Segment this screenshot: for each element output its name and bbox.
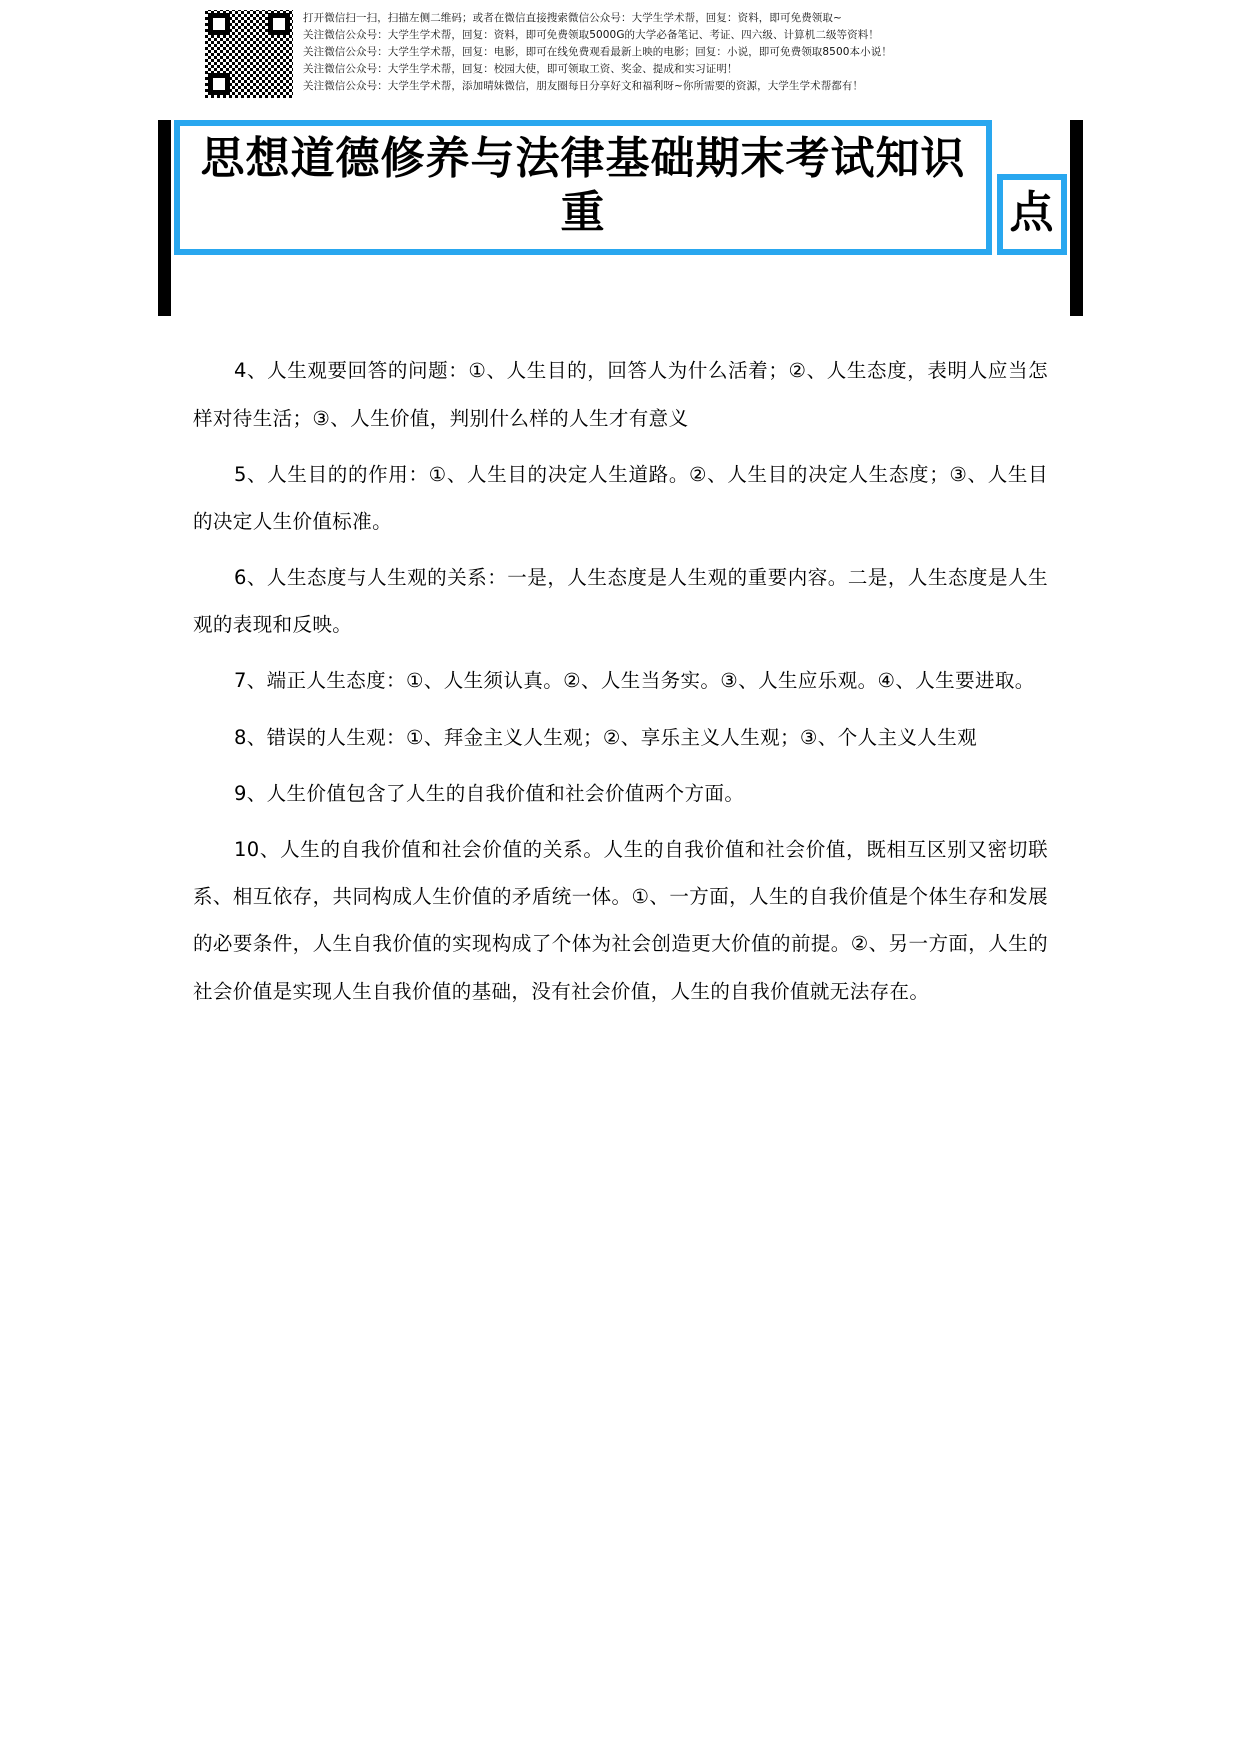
paragraph-9: 9、人生价值包含了人生的自我价值和社会价值两个方面。: [233, 781, 745, 805]
bracket-right-decoration: [1070, 120, 1083, 316]
promo-banner: [0, 0, 1241, 98]
paragraph-4: 4、人生观要回答的问题：①、人生目的，回答人为什么活着；②、人生态度，表明人应当怎样对待生活；③、人生价值，判别什么样的人生才有意义: [193, 359, 1048, 430]
paragraph-6: 6、人生态度与人生观的关系：一是，人生态度是人生观的重要内容。二是，人生态度是人生观的表现和反映。: [193, 566, 1048, 637]
paragraph-10: 10、人生的自我价值和社会价值的关系。人生的自我价值和社会价值，既相互区别又密切联系、相互依存，共同构成人生价值的矛盾统一体。①、一方面，人生的自我价值是个体生存和发展的必要条件，人生自我价值的实现构成了个体为社会创造更大价值的前提。②、另一方面，人生的社会价值是实现人生自我价值的基础，没有社会价值，人生的自我价值就无法存在。: [193, 838, 1048, 1003]
qr-code-icon: [205, 10, 293, 98]
paragraph-5: 5、人生目的的作用：①、人生目的决定人生道路。②、人生目的决定人生态度；③、人生目的决定人生价值标准。: [193, 462, 1048, 533]
promo-line-4: 关注微信公众号：大学生学术帮，回复：校园大使，即可领取工资、奖金、提成和实习证明！: [303, 63, 738, 75]
page-title-line-2: 点: [997, 174, 1067, 256]
promo-line-3: 关注微信公众号：大学生学术帮，回复：电影，即可在线免费观看最新上映的电影；回复：小说，即可免费领取8500本小说！: [303, 46, 892, 58]
promo-text-block: [303, 10, 892, 95]
paragraph-7: 7、端正人生态度：①、人生须认真。②、人生当务实。③、人生应乐观。④、人生要进取。: [233, 669, 1035, 693]
paragraph-8: 8、错误的人生观：①、拜金主义人生观；②、享乐主义人生观；③、个人主义人生观: [233, 725, 977, 749]
page-title: [158, 120, 1083, 255]
promo-line-1: 打开微信扫一扫，扫描左侧二维码；或者在微信直接搜索微信公众号：大学生学术帮，回复：资料，即可免费领取~: [303, 12, 842, 24]
document-body: [193, 347, 1048, 1014]
bracket-left-decoration: [158, 120, 171, 316]
promo-line-5: 关注微信公众号：大学生学术帮，添加晴妹微信，朋友圈每日分享好文和福利呀~你所需要的资源，大学生学术帮都有！: [303, 80, 864, 92]
document-title-block: [158, 120, 1083, 255]
promo-line-2: 关注微信公众号：大学生学术帮，回复：资料，即可免费领取5000G的大学必备笔记、考证、四六级、计算机二级等资料！: [303, 29, 879, 41]
page-title-line-1: 思想道德修养与法律基础期末考试知识重: [174, 120, 992, 255]
